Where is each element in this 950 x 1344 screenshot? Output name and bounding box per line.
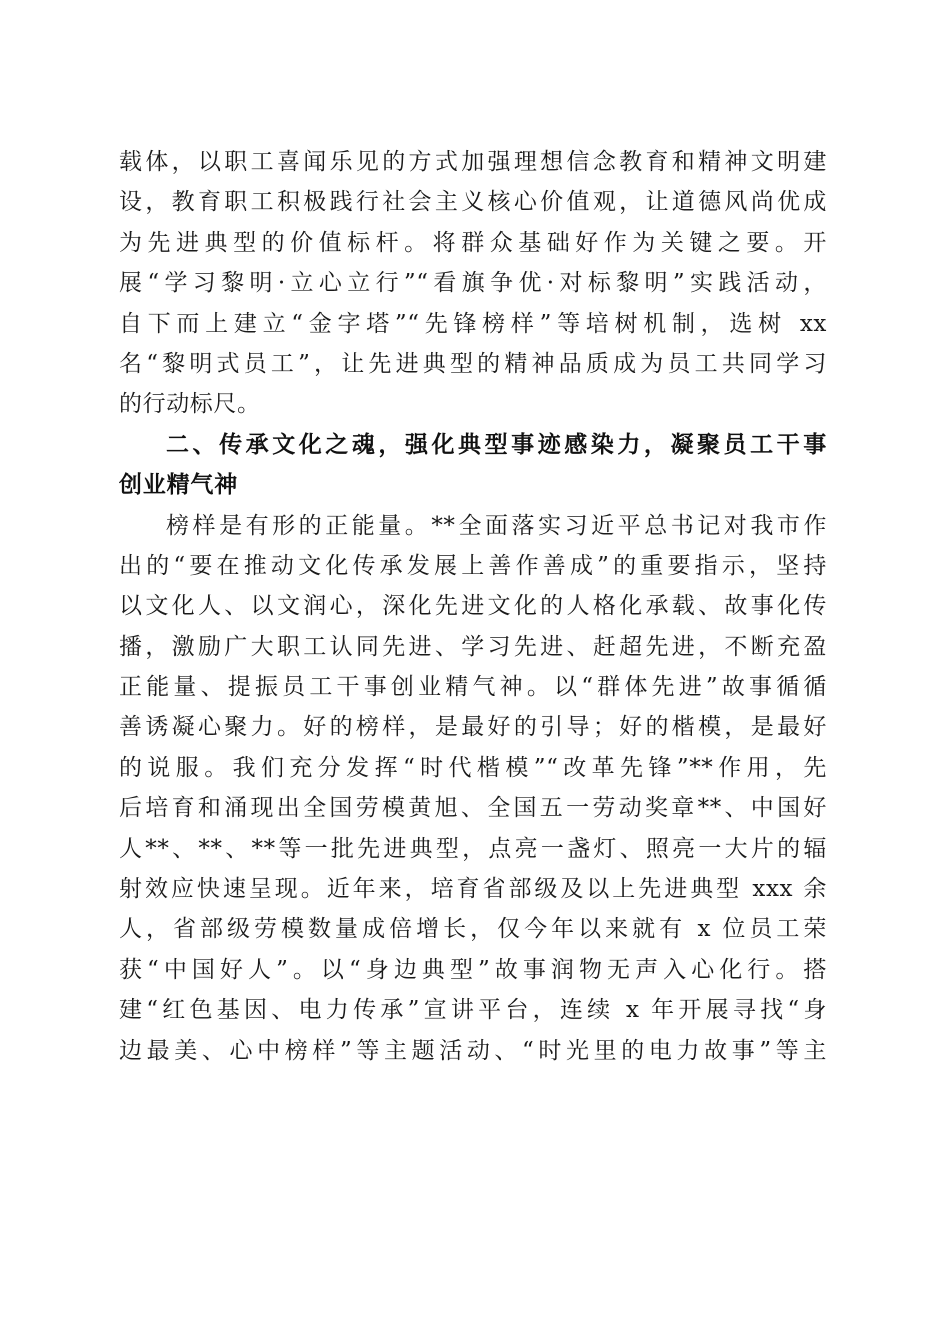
- text-line: 后培育和涌现出全国劳模黄旭、全国五一劳动奖章**、中国好: [119, 795, 827, 822]
- text-line: 正能量、提振员工干事创业精气神。以“群体先进”故事循循: [119, 674, 827, 701]
- document-body: [119, 142, 827, 1071]
- text-line: 的说服。我们充分发挥“时代楷模”“改革先锋”**作用，先: [119, 754, 827, 781]
- text-line: 射效应快速呈现。近年来，培育省部级及以上先进典型 xxx 余: [119, 876, 827, 903]
- heading-line: 二、传承文化之魂，强化典型事迹感染力，凝聚员工干事: [166, 431, 827, 458]
- text-line: 建“红色基因、电力传承”宣讲平台，连续 x 年开展寻找“身: [119, 997, 827, 1024]
- text-line: 人，省部级劳模数量成倍增长，仅今年以来就有 x 位员工荣: [119, 916, 827, 943]
- text-line: 榜样是有形的正能量。**全面落实习近平总书记对我市作: [166, 512, 827, 539]
- text-line: 边最美、心中榜样”等主题活动、“时光里的电力故事”等主: [119, 1037, 827, 1064]
- text-line: 出的“要在推动文化传承发展上善作善成”的重要指示，坚持: [119, 552, 827, 579]
- text-line: 展“学习黎明·立心立行”“看旗争优·对标黎明”实践活动，: [119, 270, 827, 297]
- text-line: 载体，以职工喜闻乐见的方式加强理想信念教育和精神文明建: [119, 149, 827, 175]
- text-line: 自下而上建立“金字塔”“先锋榜样”等培树机制，选树 xx: [119, 310, 827, 337]
- text-line: 以文化人、以文润心，深化先进文化的人格化承载、故事化传: [119, 593, 827, 620]
- text-line: 善诱凝心聚力。好的榜样，是最好的引导；好的楷模，是最好: [119, 714, 827, 741]
- paragraph-continuation: [119, 142, 827, 425]
- text-line: 的行动标尺。: [119, 391, 261, 418]
- text-line: 播，激励广大职工认同先进、学习先进、赶超先进，不断充盈: [119, 633, 827, 660]
- text-line: 名“黎明式员工”，让先进典型的精神品质成为员工共同学习: [119, 350, 827, 377]
- section-heading: [119, 425, 827, 506]
- paragraph: [119, 506, 827, 1071]
- text-line: 设，教育职工积极践行社会主义核心价值观，让道德风尚优成: [119, 189, 827, 216]
- text-line: 人**、**、**等一批先进典型，点亮一盏灯、照亮一大片的辐: [119, 835, 827, 862]
- text-line: 为先进典型的价值标杆。将群众基础好作为关键之要。开: [119, 229, 827, 256]
- heading-line: 创业精气神: [119, 472, 238, 499]
- text-line: 获“中国好人”。以“身边典型”故事润物无声入心化行。搭: [119, 956, 827, 983]
